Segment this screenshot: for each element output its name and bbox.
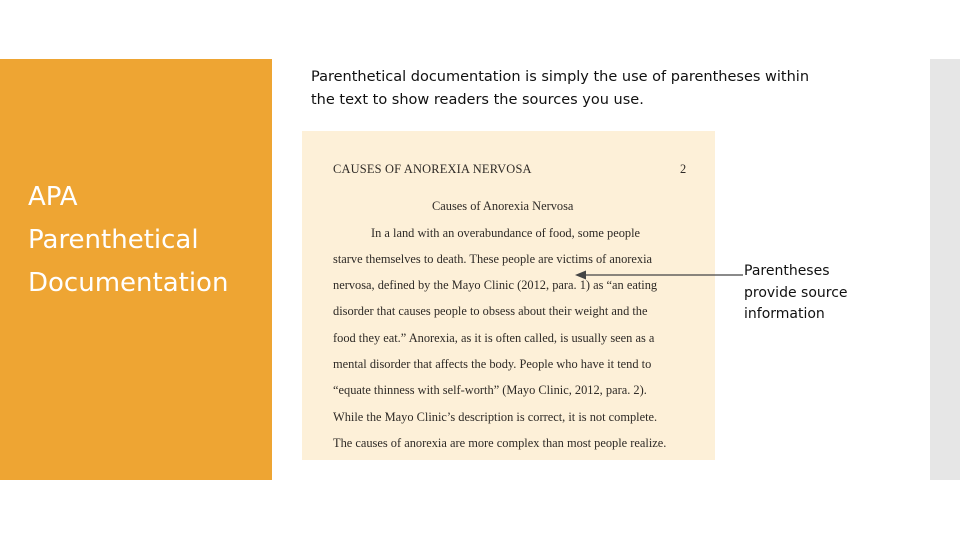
callout-line-3: information: [744, 306, 825, 322]
callout-text: [744, 261, 884, 326]
body-line-2: starve themselves to death. These people are victims of anorexia: [333, 252, 653, 266]
callout-line-1: Parentheses: [744, 263, 830, 279]
slide-title-line-1: APA: [28, 182, 78, 212]
page-number: 2: [680, 162, 687, 176]
callout-line-2: provide source: [744, 284, 848, 301]
body-line-1: In a land with an overabundance of food, some people: [371, 226, 641, 240]
slide-title: [28, 176, 268, 305]
callout-arrow-icon: [575, 268, 743, 282]
intro-line-1: Parenthetical documentation is simply the use of parentheses within: [311, 69, 810, 85]
side-bar: [930, 59, 960, 480]
body-line-8: While the Mayo Clinic’s description is correct, it is not complete.: [333, 410, 658, 424]
slide-title-line-2: Parenthetical: [28, 225, 199, 255]
paper-heading: Causes of Anorexia Nervosa: [432, 199, 574, 213]
body-line-7: “equate thinness with self-worth” (Mayo Clinic, 2012, para. 2).: [333, 383, 647, 397]
body-line-5: food they eat.” Anorexia, as it is often called, is usually seen as a: [333, 331, 655, 345]
intro-line-2: the text to show readers the sources you use.: [311, 92, 644, 108]
body-line-6: mental disorder that affects the body. People who have it tend to: [333, 357, 652, 371]
body-line-3: nervosa, defined by the Mayo Clinic (2012, para. 1) as “an eating: [333, 278, 658, 292]
body-line-9: The causes of anorexia are more complex than most people realize.: [333, 436, 667, 450]
paper-excerpt: [302, 131, 715, 460]
slide-title-line-3: Documentation: [28, 268, 229, 298]
intro-text: [311, 66, 831, 112]
body-line-4: disorder that causes people to obsess about their weight and the: [333, 304, 648, 318]
running-head: CAUSES OF ANOREXIA NERVOSA: [333, 162, 532, 176]
